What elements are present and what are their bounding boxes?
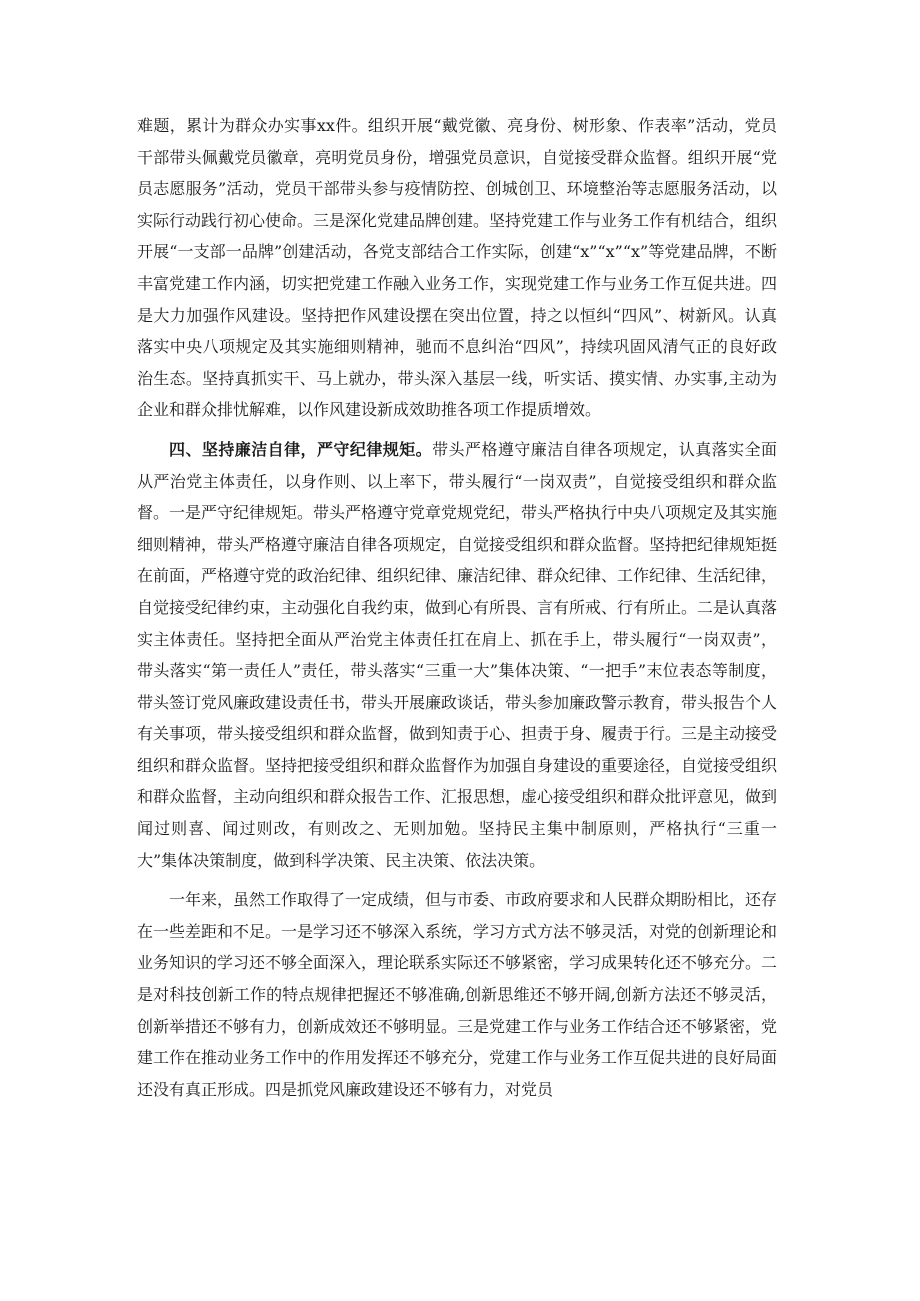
paragraph-text: 带头严格遵守廉洁自律各项规定，认真落实全面从严治党主体责任，以身作则、以上率下，带头履行“一岗双责”，自觉接受组织和群众监督。一是严守纪律规矩。带头严格遵守党章党规党纪，带头严格执行中央八项规定及其实施细则精神，带头严格遵守廉洁自律各项规定，自觉接受组织和群众监督。坚持把纪律规矩挺在前面，严格遵守党的政治纪律、组织纪律、廉洁纪律、群众纪律、工作纪律、生活纪律，自觉接受纪律约束，主动强化自我约束，做到心有所畏、言有所戒、行有所止。二是认真落实主体责任。坚持把全面从严治党主体责任扛在肩上、抓在手上，带头履行“一岗双责”，带头落实“第一责任人”责任，带头落实“三重一大”集体决策、“一把手”末位表态等制度，带头签订党风廉政建设责任书，带头开展廉政谈话，带头参加廉政警示教育，带头报告个人有关事项，带头接受组织和群众监督，做到知责于心、担责于身、履责于行。三是主动接受组织和群众监督。坚持把接受组织和群众监督作为加强自身建设的重要途径，自觉接受组织和群众监督，主动向组织和群众报告工作、汇报思想，虚心接受组织和群众批评意见，做到闻过则喜、闻过则改，有则改之、无则加勉。坚持民主集中制原则，严格执行“三重一大”集体决策制度，做到科学决策、民主决策、依法决策。 xyxy=(137,439,778,870)
paragraph-text: 难题，累计为群众办实事xx件。组织开展“戴党徽、亮身份、树形象、作表率”活动，党员干部带头佩戴党员徽章，亮明党员身份，增强党员意识，自觉接受群众监督。组织开展“党员志愿服务”活动，党员干部带头参与疫情防控、创城创卫、环境整治等志愿服务活动，以实际行动践行初心使命。三是深化党建品牌创建。坚持党建工作与业务工作有机结合，组织开展“一支部一品牌”创建活动，各党支部结合工作实际，创建“x”“x”“x”等党建品牌，不断丰富党建工作内涵，切实把党建工作融入业务工作，实现党建工作与业务工作互促共进。四是大力加强作风建设。坚持把作风建设摆在突出位置，持之以恒纠“四风”、树新风。认真落实中央八项规定及其实施细则精神，驰而不息纠治“四风”，持续巩固风清气正的良好政治生态。坚持真抓实干、马上就办，带头深入基层一线，听实话、摸实情、办实事,主动为企业和群众排忧解难，以作风建设新成效助推各项工作提质增效。 xyxy=(137,116,778,420)
document-body xyxy=(137,110,777,1105)
paragraph-shortcomings xyxy=(137,884,777,1105)
paragraph-text: 一年来，虽然工作取得了一定成绩，但与市委、市政府要求和人民群众期盼相比，还存在一些差距和不足。一是学习还不够深入系统，学习方式方法不够灵活，对党的创新理论和业务知识的学习还不够全面深入，理论联系实际还不够紧密，学习成果转化还不够充分。二是对科技创新工作的特点规律把握还不够准确,创新思维还不够开阔,创新方法还不够灵活，创新举措还不够有力，创新成效还不够明显。三是党建工作与业务工作结合还不够紧密，党建工作在推动业务工作中的作用发挥还不够充分，党建工作与业务工作互促共进的良好局面还没有真正形成。四是抓党风廉政建设还不够有力，对党员 xyxy=(137,890,778,1099)
paragraph-section-four xyxy=(137,434,777,876)
paragraph-continued xyxy=(137,110,777,426)
section-heading: 四、坚持廉洁自律，严守纪律规矩。 xyxy=(169,439,433,459)
